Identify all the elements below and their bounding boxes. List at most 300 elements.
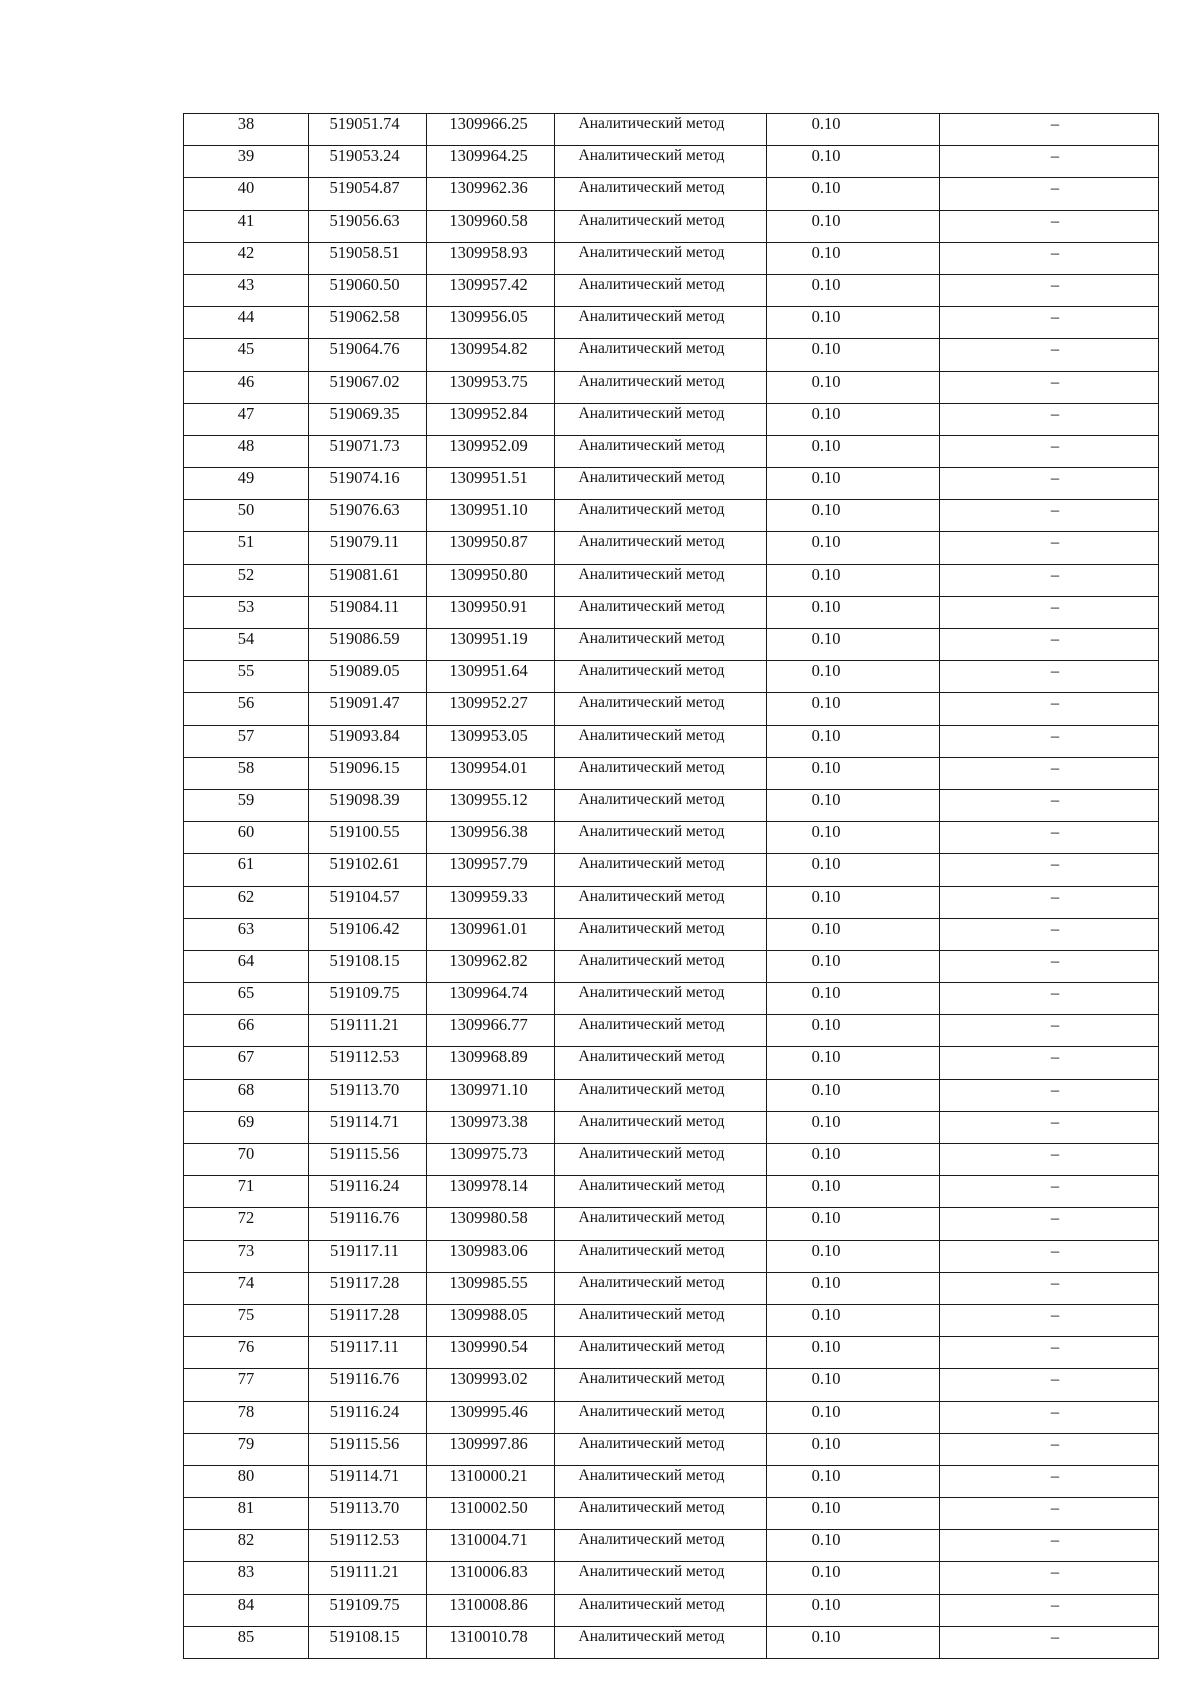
table-row bbox=[184, 1240, 1159, 1272]
table-row bbox=[184, 1626, 1159, 1658]
x-coordinate-cell: 519104.57 bbox=[309, 886, 427, 918]
method-cell: Аналитический метод bbox=[555, 339, 767, 371]
x-coordinate-cell: 519079.11 bbox=[309, 532, 427, 564]
method-cell: Аналитический метод bbox=[555, 1208, 767, 1240]
x-coordinate-cell: 519112.53 bbox=[309, 1530, 427, 1562]
method-cell: Аналитический метод bbox=[555, 1369, 767, 1401]
y-coordinate-cell: 1309950.87 bbox=[427, 532, 555, 564]
accuracy-cell: 0.10 bbox=[767, 564, 940, 596]
method-cell: Аналитический метод bbox=[555, 1530, 767, 1562]
point-number-cell: 63 bbox=[184, 918, 309, 950]
table-row bbox=[184, 1433, 1159, 1465]
table-row bbox=[184, 435, 1159, 467]
table-row bbox=[184, 1272, 1159, 1304]
x-coordinate-cell: 519086.59 bbox=[309, 629, 427, 661]
accuracy-cell: 0.10 bbox=[767, 339, 940, 371]
x-coordinate-cell: 519076.63 bbox=[309, 500, 427, 532]
y-coordinate-cell: 1309971.10 bbox=[427, 1079, 555, 1111]
note-cell: – bbox=[940, 1144, 1159, 1176]
point-number-cell: 81 bbox=[184, 1498, 309, 1530]
x-coordinate-cell: 519108.15 bbox=[309, 950, 427, 982]
accuracy-cell: 0.10 bbox=[767, 114, 940, 146]
table-row bbox=[184, 693, 1159, 725]
x-coordinate-cell: 519071.73 bbox=[309, 435, 427, 467]
table-row bbox=[184, 1337, 1159, 1369]
point-number-cell: 59 bbox=[184, 789, 309, 821]
note-cell: – bbox=[940, 629, 1159, 661]
x-coordinate-cell: 519069.35 bbox=[309, 403, 427, 435]
x-coordinate-cell: 519106.42 bbox=[309, 918, 427, 950]
accuracy-cell: 0.10 bbox=[767, 242, 940, 274]
accuracy-cell: 0.10 bbox=[767, 371, 940, 403]
accuracy-cell: 0.10 bbox=[767, 983, 940, 1015]
accuracy-cell: 0.10 bbox=[767, 789, 940, 821]
table-row bbox=[184, 1015, 1159, 1047]
method-cell: Аналитический метод bbox=[555, 435, 767, 467]
y-coordinate-cell: 1309961.01 bbox=[427, 918, 555, 950]
table-row bbox=[184, 146, 1159, 178]
point-number-cell: 57 bbox=[184, 725, 309, 757]
method-cell: Аналитический метод bbox=[555, 854, 767, 886]
accuracy-cell: 0.10 bbox=[767, 1079, 940, 1111]
y-coordinate-cell: 1309951.19 bbox=[427, 629, 555, 661]
y-coordinate-cell: 1309956.05 bbox=[427, 307, 555, 339]
point-number-cell: 47 bbox=[184, 403, 309, 435]
accuracy-cell: 0.10 bbox=[767, 178, 940, 210]
note-cell: – bbox=[940, 789, 1159, 821]
x-coordinate-cell: 519096.15 bbox=[309, 757, 427, 789]
accuracy-cell: 0.10 bbox=[767, 693, 940, 725]
note-cell: – bbox=[940, 339, 1159, 371]
table-row bbox=[184, 532, 1159, 564]
note-cell: – bbox=[940, 532, 1159, 564]
method-cell: Аналитический метод bbox=[555, 822, 767, 854]
method-cell: Аналитический метод bbox=[555, 1079, 767, 1111]
note-cell: – bbox=[940, 242, 1159, 274]
x-coordinate-cell: 519064.76 bbox=[309, 339, 427, 371]
table-row bbox=[184, 1530, 1159, 1562]
x-coordinate-cell: 519117.28 bbox=[309, 1304, 427, 1336]
y-coordinate-cell: 1309952.84 bbox=[427, 403, 555, 435]
table-row bbox=[184, 178, 1159, 210]
x-coordinate-cell: 519102.61 bbox=[309, 854, 427, 886]
x-coordinate-cell: 519117.11 bbox=[309, 1240, 427, 1272]
note-cell: – bbox=[940, 854, 1159, 886]
point-number-cell: 79 bbox=[184, 1433, 309, 1465]
y-coordinate-cell: 1309953.75 bbox=[427, 371, 555, 403]
note-cell: – bbox=[940, 1594, 1159, 1626]
point-number-cell: 53 bbox=[184, 596, 309, 628]
y-coordinate-cell: 1310002.50 bbox=[427, 1498, 555, 1530]
accuracy-cell: 0.10 bbox=[767, 532, 940, 564]
note-cell: – bbox=[940, 757, 1159, 789]
point-number-cell: 72 bbox=[184, 1208, 309, 1240]
note-cell: – bbox=[940, 1240, 1159, 1272]
y-coordinate-cell: 1309952.27 bbox=[427, 693, 555, 725]
method-cell: Аналитический метод bbox=[555, 178, 767, 210]
table-row bbox=[184, 1562, 1159, 1594]
method-cell: Аналитический метод bbox=[555, 1626, 767, 1658]
accuracy-cell: 0.10 bbox=[767, 1304, 940, 1336]
table-row bbox=[184, 242, 1159, 274]
table-row bbox=[184, 1369, 1159, 1401]
accuracy-cell: 0.10 bbox=[767, 1594, 940, 1626]
accuracy-cell: 0.10 bbox=[767, 854, 940, 886]
table-row bbox=[184, 886, 1159, 918]
y-coordinate-cell: 1310004.71 bbox=[427, 1530, 555, 1562]
point-number-cell: 78 bbox=[184, 1401, 309, 1433]
point-number-cell: 58 bbox=[184, 757, 309, 789]
note-cell: – bbox=[940, 403, 1159, 435]
point-number-cell: 44 bbox=[184, 307, 309, 339]
accuracy-cell: 0.10 bbox=[767, 1465, 940, 1497]
accuracy-cell: 0.10 bbox=[767, 1337, 940, 1369]
table-row bbox=[184, 1594, 1159, 1626]
y-coordinate-cell: 1310008.86 bbox=[427, 1594, 555, 1626]
accuracy-cell: 0.10 bbox=[767, 435, 940, 467]
y-coordinate-cell: 1309950.80 bbox=[427, 564, 555, 596]
x-coordinate-cell: 519093.84 bbox=[309, 725, 427, 757]
y-coordinate-cell: 1309960.58 bbox=[427, 210, 555, 242]
note-cell: – bbox=[940, 822, 1159, 854]
x-coordinate-cell: 519051.74 bbox=[309, 114, 427, 146]
method-cell: Аналитический метод bbox=[555, 1015, 767, 1047]
accuracy-cell: 0.10 bbox=[767, 1369, 940, 1401]
x-coordinate-cell: 519111.21 bbox=[309, 1562, 427, 1594]
table-row bbox=[184, 1465, 1159, 1497]
y-coordinate-cell: 1309966.77 bbox=[427, 1015, 555, 1047]
point-number-cell: 51 bbox=[184, 532, 309, 564]
y-coordinate-cell: 1309973.38 bbox=[427, 1111, 555, 1143]
accuracy-cell: 0.10 bbox=[767, 629, 940, 661]
x-coordinate-cell: 519109.75 bbox=[309, 983, 427, 1015]
table-row bbox=[184, 1401, 1159, 1433]
point-number-cell: 74 bbox=[184, 1272, 309, 1304]
note-cell: – bbox=[940, 468, 1159, 500]
accuracy-cell: 0.10 bbox=[767, 886, 940, 918]
method-cell: Аналитический метод bbox=[555, 629, 767, 661]
x-coordinate-cell: 519117.28 bbox=[309, 1272, 427, 1304]
x-coordinate-cell: 519084.11 bbox=[309, 596, 427, 628]
note-cell: – bbox=[940, 1047, 1159, 1079]
y-coordinate-cell: 1309962.82 bbox=[427, 950, 555, 982]
x-coordinate-cell: 519074.16 bbox=[309, 468, 427, 500]
method-cell: Аналитический метод bbox=[555, 1498, 767, 1530]
method-cell: Аналитический метод bbox=[555, 307, 767, 339]
note-cell: – bbox=[940, 307, 1159, 339]
point-number-cell: 76 bbox=[184, 1337, 309, 1369]
y-coordinate-cell: 1309995.46 bbox=[427, 1401, 555, 1433]
x-coordinate-cell: 519116.24 bbox=[309, 1401, 427, 1433]
y-coordinate-cell: 1309957.42 bbox=[427, 274, 555, 306]
method-cell: Аналитический метод bbox=[555, 1337, 767, 1369]
accuracy-cell: 0.10 bbox=[767, 822, 940, 854]
x-coordinate-cell: 519114.71 bbox=[309, 1111, 427, 1143]
method-cell: Аналитический метод bbox=[555, 403, 767, 435]
method-cell: Аналитический метод bbox=[555, 596, 767, 628]
method-cell: Аналитический метод bbox=[555, 1176, 767, 1208]
y-coordinate-cell: 1309952.09 bbox=[427, 435, 555, 467]
note-cell: – bbox=[940, 1111, 1159, 1143]
method-cell: Аналитический метод bbox=[555, 114, 767, 146]
point-number-cell: 68 bbox=[184, 1079, 309, 1111]
point-number-cell: 65 bbox=[184, 983, 309, 1015]
accuracy-cell: 0.10 bbox=[767, 661, 940, 693]
note-cell: – bbox=[940, 178, 1159, 210]
accuracy-cell: 0.10 bbox=[767, 757, 940, 789]
accuracy-cell: 0.10 bbox=[767, 1530, 940, 1562]
table-row bbox=[184, 1144, 1159, 1176]
x-coordinate-cell: 519081.61 bbox=[309, 564, 427, 596]
point-number-cell: 43 bbox=[184, 274, 309, 306]
table-row bbox=[184, 1079, 1159, 1111]
y-coordinate-cell: 1309950.91 bbox=[427, 596, 555, 628]
point-number-cell: 40 bbox=[184, 178, 309, 210]
y-coordinate-cell: 1309954.01 bbox=[427, 757, 555, 789]
y-coordinate-cell: 1310006.83 bbox=[427, 1562, 555, 1594]
table-row bbox=[184, 1498, 1159, 1530]
method-cell: Аналитический метод bbox=[555, 1111, 767, 1143]
point-number-cell: 84 bbox=[184, 1594, 309, 1626]
accuracy-cell: 0.10 bbox=[767, 918, 940, 950]
note-cell: – bbox=[940, 918, 1159, 950]
method-cell: Аналитический метод bbox=[555, 371, 767, 403]
point-number-cell: 42 bbox=[184, 242, 309, 274]
accuracy-cell: 0.10 bbox=[767, 1047, 940, 1079]
coordinates-table bbox=[183, 113, 1159, 1659]
method-cell: Аналитический метод bbox=[555, 725, 767, 757]
accuracy-cell: 0.10 bbox=[767, 725, 940, 757]
note-cell: – bbox=[940, 1498, 1159, 1530]
x-coordinate-cell: 519116.24 bbox=[309, 1176, 427, 1208]
method-cell: Аналитический метод bbox=[555, 1144, 767, 1176]
accuracy-cell: 0.10 bbox=[767, 500, 940, 532]
note-cell: – bbox=[940, 371, 1159, 403]
point-number-cell: 38 bbox=[184, 114, 309, 146]
point-number-cell: 50 bbox=[184, 500, 309, 532]
method-cell: Аналитический метод bbox=[555, 661, 767, 693]
accuracy-cell: 0.10 bbox=[767, 1562, 940, 1594]
table-row bbox=[184, 983, 1159, 1015]
y-coordinate-cell: 1309975.73 bbox=[427, 1144, 555, 1176]
note-cell: – bbox=[940, 983, 1159, 1015]
point-number-cell: 56 bbox=[184, 693, 309, 725]
x-coordinate-cell: 519112.53 bbox=[309, 1047, 427, 1079]
table-row bbox=[184, 114, 1159, 146]
note-cell: – bbox=[940, 210, 1159, 242]
point-number-cell: 66 bbox=[184, 1015, 309, 1047]
accuracy-cell: 0.10 bbox=[767, 403, 940, 435]
note-cell: – bbox=[940, 114, 1159, 146]
point-number-cell: 55 bbox=[184, 661, 309, 693]
x-coordinate-cell: 519108.15 bbox=[309, 1626, 427, 1658]
y-coordinate-cell: 1309988.05 bbox=[427, 1304, 555, 1336]
y-coordinate-cell: 1309966.25 bbox=[427, 114, 555, 146]
note-cell: – bbox=[940, 1079, 1159, 1111]
y-coordinate-cell: 1309958.93 bbox=[427, 242, 555, 274]
point-number-cell: 39 bbox=[184, 146, 309, 178]
point-number-cell: 83 bbox=[184, 1562, 309, 1594]
note-cell: – bbox=[940, 1433, 1159, 1465]
note-cell: – bbox=[940, 725, 1159, 757]
method-cell: Аналитический метод bbox=[555, 564, 767, 596]
table-row bbox=[184, 950, 1159, 982]
x-coordinate-cell: 519117.11 bbox=[309, 1337, 427, 1369]
point-number-cell: 49 bbox=[184, 468, 309, 500]
method-cell: Аналитический метод bbox=[555, 274, 767, 306]
table-row bbox=[184, 403, 1159, 435]
point-number-cell: 61 bbox=[184, 854, 309, 886]
note-cell: – bbox=[940, 1401, 1159, 1433]
point-number-cell: 69 bbox=[184, 1111, 309, 1143]
x-coordinate-cell: 519058.51 bbox=[309, 242, 427, 274]
accuracy-cell: 0.10 bbox=[767, 210, 940, 242]
method-cell: Аналитический метод bbox=[555, 950, 767, 982]
y-coordinate-cell: 1309959.33 bbox=[427, 886, 555, 918]
method-cell: Аналитический метод bbox=[555, 532, 767, 564]
table-row bbox=[184, 661, 1159, 693]
point-number-cell: 45 bbox=[184, 339, 309, 371]
note-cell: – bbox=[940, 1530, 1159, 1562]
accuracy-cell: 0.10 bbox=[767, 146, 940, 178]
x-coordinate-cell: 519053.24 bbox=[309, 146, 427, 178]
accuracy-cell: 0.10 bbox=[767, 1498, 940, 1530]
table-row bbox=[184, 1208, 1159, 1240]
point-number-cell: 82 bbox=[184, 1530, 309, 1562]
x-coordinate-cell: 519116.76 bbox=[309, 1208, 427, 1240]
coordinates-table-sheet bbox=[183, 113, 1158, 1659]
accuracy-cell: 0.10 bbox=[767, 1401, 940, 1433]
accuracy-cell: 0.10 bbox=[767, 1111, 940, 1143]
x-coordinate-cell: 519056.63 bbox=[309, 210, 427, 242]
note-cell: – bbox=[940, 1465, 1159, 1497]
x-coordinate-cell: 519067.02 bbox=[309, 371, 427, 403]
table-row bbox=[184, 629, 1159, 661]
y-coordinate-cell: 1309962.36 bbox=[427, 178, 555, 210]
table-row bbox=[184, 339, 1159, 371]
table-row bbox=[184, 789, 1159, 821]
method-cell: Аналитический метод bbox=[555, 242, 767, 274]
note-cell: – bbox=[940, 661, 1159, 693]
x-coordinate-cell: 519113.70 bbox=[309, 1498, 427, 1530]
y-coordinate-cell: 1310000.21 bbox=[427, 1465, 555, 1497]
accuracy-cell: 0.10 bbox=[767, 1240, 940, 1272]
x-coordinate-cell: 519114.71 bbox=[309, 1465, 427, 1497]
y-coordinate-cell: 1309983.06 bbox=[427, 1240, 555, 1272]
method-cell: Аналитический метод bbox=[555, 693, 767, 725]
point-number-cell: 67 bbox=[184, 1047, 309, 1079]
accuracy-cell: 0.10 bbox=[767, 1015, 940, 1047]
table-row bbox=[184, 307, 1159, 339]
point-number-cell: 41 bbox=[184, 210, 309, 242]
method-cell: Аналитический метод bbox=[555, 468, 767, 500]
method-cell: Аналитический метод bbox=[555, 1240, 767, 1272]
note-cell: – bbox=[940, 1304, 1159, 1336]
table-row bbox=[184, 468, 1159, 500]
method-cell: Аналитический метод bbox=[555, 757, 767, 789]
y-coordinate-cell: 1310010.78 bbox=[427, 1626, 555, 1658]
method-cell: Аналитический метод bbox=[555, 1562, 767, 1594]
method-cell: Аналитический метод bbox=[555, 1433, 767, 1465]
note-cell: – bbox=[940, 886, 1159, 918]
method-cell: Аналитический метод bbox=[555, 918, 767, 950]
point-number-cell: 71 bbox=[184, 1176, 309, 1208]
y-coordinate-cell: 1309954.82 bbox=[427, 339, 555, 371]
x-coordinate-cell: 519115.56 bbox=[309, 1433, 427, 1465]
method-cell: Аналитический метод bbox=[555, 1401, 767, 1433]
table-row bbox=[184, 500, 1159, 532]
note-cell: – bbox=[940, 1272, 1159, 1304]
point-number-cell: 70 bbox=[184, 1144, 309, 1176]
note-cell: – bbox=[940, 1562, 1159, 1594]
accuracy-cell: 0.10 bbox=[767, 1433, 940, 1465]
note-cell: – bbox=[940, 1015, 1159, 1047]
y-coordinate-cell: 1309980.58 bbox=[427, 1208, 555, 1240]
method-cell: Аналитический метод bbox=[555, 146, 767, 178]
note-cell: – bbox=[940, 146, 1159, 178]
y-coordinate-cell: 1309964.74 bbox=[427, 983, 555, 1015]
point-number-cell: 73 bbox=[184, 1240, 309, 1272]
y-coordinate-cell: 1309951.51 bbox=[427, 468, 555, 500]
method-cell: Аналитический метод bbox=[555, 1047, 767, 1079]
method-cell: Аналитический метод bbox=[555, 500, 767, 532]
accuracy-cell: 0.10 bbox=[767, 1176, 940, 1208]
x-coordinate-cell: 519113.70 bbox=[309, 1079, 427, 1111]
table-row bbox=[184, 564, 1159, 596]
coordinates-table-body bbox=[184, 114, 1159, 1659]
method-cell: Аналитический метод bbox=[555, 1594, 767, 1626]
table-row bbox=[184, 210, 1159, 242]
y-coordinate-cell: 1309956.38 bbox=[427, 822, 555, 854]
y-coordinate-cell: 1309953.05 bbox=[427, 725, 555, 757]
note-cell: – bbox=[940, 1208, 1159, 1240]
table-row bbox=[184, 1047, 1159, 1079]
note-cell: – bbox=[940, 1369, 1159, 1401]
x-coordinate-cell: 519116.76 bbox=[309, 1369, 427, 1401]
point-number-cell: 54 bbox=[184, 629, 309, 661]
table-row bbox=[184, 1304, 1159, 1336]
accuracy-cell: 0.10 bbox=[767, 950, 940, 982]
point-number-cell: 62 bbox=[184, 886, 309, 918]
y-coordinate-cell: 1309978.14 bbox=[427, 1176, 555, 1208]
point-number-cell: 48 bbox=[184, 435, 309, 467]
point-number-cell: 52 bbox=[184, 564, 309, 596]
accuracy-cell: 0.10 bbox=[767, 1208, 940, 1240]
x-coordinate-cell: 519100.55 bbox=[309, 822, 427, 854]
note-cell: – bbox=[940, 435, 1159, 467]
table-row bbox=[184, 274, 1159, 306]
accuracy-cell: 0.10 bbox=[767, 307, 940, 339]
point-number-cell: 85 bbox=[184, 1626, 309, 1658]
x-coordinate-cell: 519109.75 bbox=[309, 1594, 427, 1626]
table-row bbox=[184, 822, 1159, 854]
method-cell: Аналитический метод bbox=[555, 210, 767, 242]
note-cell: – bbox=[940, 596, 1159, 628]
note-cell: – bbox=[940, 564, 1159, 596]
point-number-cell: 80 bbox=[184, 1465, 309, 1497]
note-cell: – bbox=[940, 1337, 1159, 1369]
accuracy-cell: 0.10 bbox=[767, 1272, 940, 1304]
point-number-cell: 60 bbox=[184, 822, 309, 854]
accuracy-cell: 0.10 bbox=[767, 274, 940, 306]
table-row bbox=[184, 596, 1159, 628]
point-number-cell: 75 bbox=[184, 1304, 309, 1336]
note-cell: – bbox=[940, 500, 1159, 532]
point-number-cell: 46 bbox=[184, 371, 309, 403]
x-coordinate-cell: 519089.05 bbox=[309, 661, 427, 693]
method-cell: Аналитический метод bbox=[555, 789, 767, 821]
x-coordinate-cell: 519091.47 bbox=[309, 693, 427, 725]
